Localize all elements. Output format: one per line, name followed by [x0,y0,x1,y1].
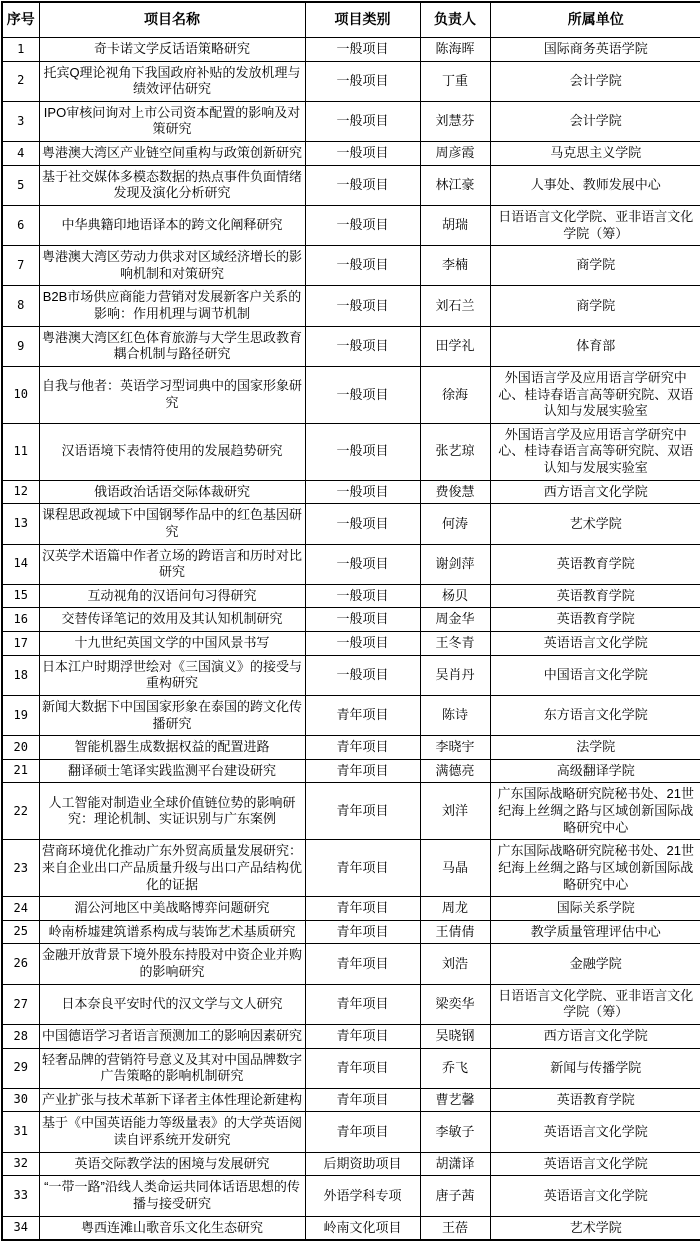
table-row [2,480,700,504]
table-row [2,1216,700,1240]
cell-affiliated-unit: 人事处、教师发展中心 [490,165,700,205]
cell-project-leader: 李楠 [420,246,490,286]
table-body [2,37,700,1240]
table-row [2,783,700,840]
cell-project-name: 中华典籍印地语译本的跨文化阐释研究 [39,205,305,245]
cell-serial-number: 19 [2,695,39,735]
cell-project-name: 营商环境优化推动广东外贸高质量发展研究：来自企业出口产品质量升级与出口产品结构优化的证据 [39,840,305,897]
cell-project-category: 青年项目 [305,736,420,760]
cell-project-category: 一般项目 [305,101,420,141]
cell-project-name: 粤港澳大湾区产业链空间重构与政策创新研究 [39,142,305,166]
cell-affiliated-unit: 英语教育学院 [490,608,700,632]
cell-project-leader: 吴晓钢 [420,1024,490,1048]
cell-affiliated-unit: 外国语言学及应用语言学研究中心、桂诗春语言高等研究院、双语认知与发展实验室 [490,423,700,480]
cell-project-category: 青年项目 [305,897,420,921]
cell-affiliated-unit: 日语语言文化学院、亚非语言文化学院（筹） [490,205,700,245]
cell-project-leader: 胡潇译 [420,1152,490,1176]
cell-serial-number: 15 [2,584,39,608]
cell-affiliated-unit: 商学院 [490,246,700,286]
cell-serial-number: 33 [2,1176,39,1216]
cell-project-leader: 周彦霞 [420,142,490,166]
cell-serial-number: 13 [2,504,39,544]
cell-project-leader: 周金华 [420,608,490,632]
table-row [2,736,700,760]
cell-project-name: 粤港澳大湾区红色体育旅游与大学生思政教育耦合机制与路径研究 [39,326,305,366]
cell-affiliated-unit: 西方语言文化学院 [490,1024,700,1048]
cell-affiliated-unit: 商学院 [490,286,700,326]
cell-affiliated-unit: 西方语言文化学院 [490,480,700,504]
cell-affiliated-unit: 日语语言文化学院、亚非语言文化学院（筹） [490,984,700,1024]
cell-project-category: 一般项目 [305,205,420,245]
cell-project-category: 一般项目 [305,165,420,205]
cell-project-name: 汉语语境下表情符使用的发展趋势研究 [39,423,305,480]
cell-project-name: 自我与他者：英语学习型词典中的国家形象研究 [39,366,305,423]
cell-serial-number: 9 [2,326,39,366]
cell-serial-number: 30 [2,1088,39,1112]
cell-serial-number: 21 [2,759,39,783]
cell-project-leader: 丁重 [420,61,490,101]
cell-project-leader: 费俊慧 [420,480,490,504]
cell-project-leader: 王蓓 [420,1216,490,1240]
table-row [2,544,700,584]
cell-serial-number: 26 [2,944,39,984]
cell-project-name: 中国德语学习者语言预测加工的影响因素研究 [39,1024,305,1048]
cell-serial-number: 10 [2,366,39,423]
cell-project-category: 青年项目 [305,944,420,984]
cell-project-category: 一般项目 [305,286,420,326]
cell-affiliated-unit: 英语教育学院 [490,544,700,584]
cell-affiliated-unit: 外国语言学及应用语言学研究中心、桂诗春语言高等研究院、双语认知与发展实验室 [490,366,700,423]
cell-project-leader: 满德亮 [420,759,490,783]
cell-project-category: 青年项目 [305,1088,420,1112]
cell-serial-number: 11 [2,423,39,480]
cell-serial-number: 12 [2,480,39,504]
cell-project-category: 青年项目 [305,759,420,783]
cell-project-name: 粤港澳大湾区劳动力供求对区域经济增长的影响机制和对策研究 [39,246,305,286]
table-row [2,1112,700,1152]
cell-serial-number: 28 [2,1024,39,1048]
cell-project-category: 一般项目 [305,480,420,504]
cell-project-category: 青年项目 [305,1048,420,1088]
cell-project-name: 新闻大数据下中国国家形象在泰国的跨文化传播研究 [39,695,305,735]
cell-serial-number: 32 [2,1152,39,1176]
header-affiliated-unit: 所属单位 [490,2,700,37]
cell-project-leader: 张艺琼 [420,423,490,480]
cell-project-name: 智能机器生成数据权益的配置进路 [39,736,305,760]
cell-affiliated-unit: 英语语言文化学院 [490,1152,700,1176]
table-row [2,655,700,695]
table-row [2,944,700,984]
cell-project-category: 一般项目 [305,246,420,286]
header-project-category: 项目类别 [305,2,420,37]
cell-serial-number: 4 [2,142,39,166]
cell-serial-number: 2 [2,61,39,101]
cell-serial-number: 22 [2,783,39,840]
cell-project-leader: 王冬青 [420,632,490,656]
cell-project-leader: 刘洋 [420,783,490,840]
cell-affiliated-unit: 金融学院 [490,944,700,984]
cell-affiliated-unit: 东方语言文化学院 [490,695,700,735]
table-row [2,897,700,921]
cell-serial-number: 3 [2,101,39,141]
cell-affiliated-unit: 教学质量管理评估中心 [490,920,700,944]
table-row [2,101,700,141]
cell-serial-number: 17 [2,632,39,656]
cell-project-category: 一般项目 [305,366,420,423]
table-row [2,423,700,480]
cell-serial-number: 7 [2,246,39,286]
cell-project-name: 翻译硕士笔译实践监测平台建设研究 [39,759,305,783]
cell-affiliated-unit: 体育部 [490,326,700,366]
cell-project-name: 轻奢品牌的营销符号意义及其对中国品牌数字广告策略的影响机制研究 [39,1048,305,1088]
cell-project-category: 青年项目 [305,984,420,1024]
cell-project-name: 产业扩张与技术革新下译者主体性理论新建构 [39,1088,305,1112]
cell-project-category: 一般项目 [305,423,420,480]
cell-project-leader: 刘慧芬 [420,101,490,141]
cell-affiliated-unit: 高级翻译学院 [490,759,700,783]
cell-project-category: 一般项目 [305,655,420,695]
cell-project-category: 青年项目 [305,1112,420,1152]
cell-affiliated-unit: 中国语言文化学院 [490,655,700,695]
table-row [2,984,700,1024]
table-row [2,205,700,245]
cell-serial-number: 29 [2,1048,39,1088]
cell-project-leader: 乔飞 [420,1048,490,1088]
cell-project-name: 日本江户时期浮世绘对《三国演义》的接受与重构研究 [39,655,305,695]
cell-project-name: 十九世纪英国文学的中国风景书写 [39,632,305,656]
cell-serial-number: 16 [2,608,39,632]
cell-project-category: 后期资助项目 [305,1152,420,1176]
header-project-leader: 负责人 [420,2,490,37]
cell-serial-number: 8 [2,286,39,326]
cell-project-leader: 刘石兰 [420,286,490,326]
cell-project-leader: 胡瑞 [420,205,490,245]
cell-project-category: 青年项目 [305,695,420,735]
cell-project-category: 一般项目 [305,326,420,366]
cell-project-name: 托宾Q理论视角下我国政府补贴的发放机理与绩效评估研究 [39,61,305,101]
cell-affiliated-unit: 国际关系学院 [490,897,700,921]
cell-project-category: 岭南文化项目 [305,1216,420,1240]
cell-project-category: 一般项目 [305,504,420,544]
cell-serial-number: 25 [2,920,39,944]
cell-project-name: 奇卡诺文学反话语策略研究 [39,37,305,61]
cell-project-name: IPO审核问询对上市公司资本配置的影响及对策研究 [39,101,305,141]
cell-affiliated-unit: 英语语言文化学院 [490,1176,700,1216]
table-row [2,366,700,423]
cell-project-name: 课程思政视域下中国钢琴作品中的红色基因研究 [39,504,305,544]
cell-affiliated-unit: 新闻与传播学院 [490,1048,700,1088]
cell-serial-number: 31 [2,1112,39,1152]
table-row [2,1152,700,1176]
table-row [2,61,700,101]
table-row [2,326,700,366]
cell-affiliated-unit: 广东国际战略研究院秘书处、21世纪海上丝绸之路与区域创新国际战略研究中心 [490,840,700,897]
header-project-name: 项目名称 [39,2,305,37]
cell-serial-number: 5 [2,165,39,205]
cell-affiliated-unit: 英语教育学院 [490,1088,700,1112]
cell-project-leader: 刘浩 [420,944,490,984]
table-row [2,584,700,608]
cell-serial-number: 6 [2,205,39,245]
cell-project-leader: 唐子茜 [420,1176,490,1216]
cell-project-name: 基于《中国英语能力等级量表》的大学英语阅读自评系统开发研究 [39,1112,305,1152]
cell-affiliated-unit: 国际商务英语学院 [490,37,700,61]
cell-project-leader: 李敏子 [420,1112,490,1152]
cell-serial-number: 34 [2,1216,39,1240]
cell-affiliated-unit: 艺术学院 [490,1216,700,1240]
cell-affiliated-unit: 英语语言文化学院 [490,632,700,656]
cell-project-leader: 陈诗 [420,695,490,735]
header-row [2,2,700,37]
cell-project-name: 汉英学术语篇中作者立场的跨语言和历时对比研究 [39,544,305,584]
cell-project-name: 俄语政治话语交际体裁研究 [39,480,305,504]
table-row [2,165,700,205]
table-row [2,920,700,944]
cell-project-leader: 周龙 [420,897,490,921]
cell-affiliated-unit: 英语语言文化学院 [490,1112,700,1152]
table-row [2,286,700,326]
header-serial-number: 序号 [2,2,39,37]
cell-affiliated-unit: 英语教育学院 [490,584,700,608]
cell-project-name: 岭南桥墟建筑谱系构成与装饰艺术基质研究 [39,920,305,944]
cell-project-name: 日本奈良平安时代的汉文学与文人研究 [39,984,305,1024]
cell-project-leader: 徐海 [420,366,490,423]
table-row [2,632,700,656]
cell-affiliated-unit: 艺术学院 [490,504,700,544]
cell-project-category: 一般项目 [305,142,420,166]
table-row [2,246,700,286]
table-row [2,504,700,544]
cell-project-category: 青年项目 [305,840,420,897]
table-row [2,1088,700,1112]
table-row [2,1024,700,1048]
cell-serial-number: 24 [2,897,39,921]
cell-project-leader: 曹艺馨 [420,1088,490,1112]
cell-affiliated-unit: 马克思主义学院 [490,142,700,166]
cell-project-category: 一般项目 [305,632,420,656]
cell-affiliated-unit: 法学院 [490,736,700,760]
cell-project-leader: 陈海晖 [420,37,490,61]
cell-serial-number: 23 [2,840,39,897]
table-row [2,1176,700,1216]
cell-affiliated-unit: 会计学院 [490,61,700,101]
cell-project-category: 一般项目 [305,608,420,632]
cell-project-category: 青年项目 [305,1024,420,1048]
cell-project-name: 粤西连滩山歌音乐文化生态研究 [39,1216,305,1240]
cell-project-leader: 马晶 [420,840,490,897]
cell-serial-number: 27 [2,984,39,1024]
cell-project-leader: 林江豪 [420,165,490,205]
cell-project-leader: 吴肖丹 [420,655,490,695]
cell-project-name: 基于社交媒体多模态数据的热点事件负面情绪发现及演化分析研究 [39,165,305,205]
cell-project-leader: 梁奕华 [420,984,490,1024]
table-row [2,608,700,632]
cell-serial-number: 14 [2,544,39,584]
projects-table [1,1,700,1241]
cell-project-leader: 李晓宇 [420,736,490,760]
cell-project-name: 金融开放背景下境外股东持股对中资企业并购的影响研究 [39,944,305,984]
cell-project-name: 人工智能对制造业全球价值链位势的影响研究：理论机制、实证识别与广东案例 [39,783,305,840]
cell-project-name: 互动视角的汉语问句习得研究 [39,584,305,608]
table-row [2,1048,700,1088]
cell-project-name: 交替传译笔记的效用及其认知机制研究 [39,608,305,632]
table-row [2,37,700,61]
table-row [2,142,700,166]
cell-project-leader: 田学礼 [420,326,490,366]
cell-serial-number: 18 [2,655,39,695]
cell-project-name: B2B市场供应商能力营销对发展新客户关系的影响：作用机理与调节机制 [39,286,305,326]
cell-project-category: 一般项目 [305,584,420,608]
cell-project-category: 外语学科专项 [305,1176,420,1216]
table-row [2,840,700,897]
cell-project-leader: 谢剑萍 [420,544,490,584]
cell-affiliated-unit: 会计学院 [490,101,700,141]
cell-project-category: 一般项目 [305,61,420,101]
cell-project-category: 青年项目 [305,783,420,840]
cell-project-leader: 王倩倩 [420,920,490,944]
cell-project-name: 湄公河地区中美战略博弈问题研究 [39,897,305,921]
cell-project-category: 一般项目 [305,37,420,61]
table-row [2,759,700,783]
cell-serial-number: 1 [2,37,39,61]
cell-project-leader: 杨贝 [420,584,490,608]
cell-project-leader: 何涛 [420,504,490,544]
cell-project-category: 一般项目 [305,544,420,584]
cell-project-name: “一带一路”沿线人类命运共同体话语思想的传播与接受研究 [39,1176,305,1216]
cell-affiliated-unit: 广东国际战略研究院秘书处、21世纪海上丝绸之路与区域创新国际战略研究中心 [490,783,700,840]
table-row [2,695,700,735]
cell-serial-number: 20 [2,736,39,760]
cell-project-name: 英语交际教学法的困境与发展研究 [39,1152,305,1176]
cell-project-category: 青年项目 [305,920,420,944]
